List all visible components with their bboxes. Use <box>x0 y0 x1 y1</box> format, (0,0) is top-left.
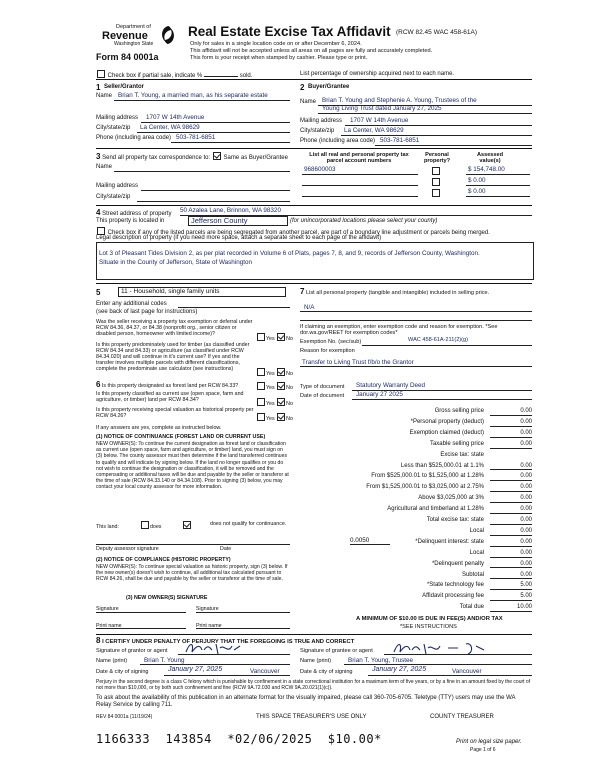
seller-phone-label: Phone (including area code) <box>96 135 172 141</box>
grantor-date-label: Date & city of signing <box>96 669 149 675</box>
tax-row-label: Above $3,025,000 at 3% <box>418 495 484 502</box>
deputy-signature-label: Deputy assessor signature <box>96 546 159 552</box>
notice1-title: (1) NOTICE OF CONTINUANCE (FOREST LAND OR CURRENT USE) <box>96 434 266 440</box>
tax-row-label: *Delinquent penalty <box>431 560 484 567</box>
tax-row-value[interactable]: 0.00 <box>490 517 532 525</box>
tax-row-value[interactable]: 0.00 <box>490 550 532 558</box>
tax-row <box>300 430 532 438</box>
exemption-no-label: Exemption No. (sec/sub) <box>300 339 362 345</box>
exemption-reason[interactable]: Transfer to Living Trust f/b/o the Grantor <box>302 359 414 366</box>
current-use-no[interactable] <box>277 398 285 406</box>
buyer-name-line1[interactable]: Brian T. Young and Stephenie A. Young, Trustees of the <box>322 97 477 104</box>
buyer-phone-label: Phone (including area code) <box>300 138 376 144</box>
doc-type[interactable]: Statutory Warranty Deed <box>356 382 426 389</box>
assessed-value-3[interactable]: $ 0.00 <box>468 188 486 195</box>
tax-row-label: Less than $525,000.01 at 1.1% <box>400 462 484 469</box>
personal-property-checkbox-3[interactable] <box>432 189 440 197</box>
this-land-row: This land: does <box>96 521 192 530</box>
seller-phone[interactable]: 503-781-6851 <box>176 134 216 141</box>
q-timber-no[interactable] <box>277 368 285 376</box>
tax-row <box>300 582 532 590</box>
owner-print-label-2: Print name <box>196 623 222 629</box>
tax-row-label: Taxable selling price <box>429 440 484 447</box>
assessed-value-2[interactable]: $ 0.00 <box>468 177 486 184</box>
does-not-qualify: does not qualify for continuance. <box>210 521 287 527</box>
buyer-mailing[interactable]: 1707 W 14th Avenue <box>350 117 409 124</box>
perjury-notice: Perjury in the second degree is a class C felony which is punishable by confinement in a state correctional institution for a maximum term of five years, or by a fine in an amount fixed by the court of not more than $10,000, or by both such confinement and fine (RCW 9A.72.030 and RCW 9A.20.021(1)(c)). <box>96 679 531 691</box>
doc-date[interactable]: January 27 2025 <box>356 391 403 398</box>
q-exemption-yes[interactable] <box>257 333 265 341</box>
buyer-city-label: City/state/zip <box>300 128 335 134</box>
land-does-checkbox[interactable] <box>141 521 149 529</box>
owner-signature-label-1: Signature <box>96 606 119 612</box>
personal-prop-row: 7 List all personal property (tangible and intangible) included in selling price. <box>300 287 490 296</box>
revenue-swirl-icon <box>158 24 178 46</box>
grantor-name[interactable]: Brian T. Young <box>144 657 185 664</box>
legal-label: Legal description of property (if you need more space, attach a separate sheet to each page of the affidavit) <box>96 235 382 241</box>
notice2-title: (2) NOTICE OF COMPLIANCE (HISTORIC PROPERTY) <box>96 557 231 563</box>
tax-row-label: Affidavit processing fee <box>422 593 484 600</box>
correspondence-label: Send all property tax correspondence to: <box>102 155 211 161</box>
header-note2: This affidavit will not be accepted unless all areas on all pages are fully and accurately completed. <box>190 48 433 54</box>
q-timber-yes[interactable] <box>257 368 265 376</box>
same-as-buyer-label: Same as Buyer/Grantee <box>223 155 288 161</box>
section5-number: 5 <box>96 288 101 297</box>
corr-city-label: City/state/zip <box>96 194 131 200</box>
county-note: (for unincorporated locations please select your county) <box>290 218 438 224</box>
tax-row-value[interactable]: 0.00 <box>490 484 532 492</box>
header-note3: This form is your receipt when stamped by cashier. Please type or print. <box>190 55 368 61</box>
tax-row-label: Local <box>469 527 484 534</box>
exemption-no[interactable]: WAC 458-61A-211(2)(g) <box>408 337 468 343</box>
tax-row <box>300 441 532 449</box>
form-statute: (RCW 82.45 WAC 458-61A) <box>396 29 478 36</box>
q-exemption-yesno: Yes No <box>256 333 293 342</box>
use-code-select[interactable]: 11 - Household, single family units <box>118 287 286 297</box>
tax-row-value[interactable]: 0.00 <box>490 430 532 438</box>
tax-row <box>300 419 532 427</box>
new-owner-signature-title: (3) NEW OWNER(S) SIGNATURE <box>126 595 208 601</box>
partial-sale-sold: sold. <box>239 73 253 79</box>
buyer-name-label: Name <box>300 99 317 105</box>
doc-type-label: Type of document <box>300 384 345 390</box>
form-number: Form 84 0001a <box>96 52 159 62</box>
notice1-body: NEW OWNER(S): To continue the current designation as forest land or classification as current use (open space, farm and agriculture, or timber) land, you must sign on (3) below. The county assessor must then determine if the land transferred continues to qualify and will indicate by signing below. If the land no longer qualifies or you do not wish to continue the designation or classification, it will be removed and the compensating or additional taxes will be due and payable by the seller or transferor at the time of sale (RCW 84.33.140 or 84.34.108). Prior to signing (3) below, you may contact your local county assessor for more information. <box>96 441 289 491</box>
legal-line1: Lot 3 of Pleasant Tides Division 2, as per plat recorded in Volume 6 of Plats, pages 7, 8, and 9, records of Jefferson County, Washington. <box>99 250 480 257</box>
tax-row-label: Gross selling price <box>434 408 484 414</box>
deputy-date-label: Date <box>220 546 232 552</box>
buyer-heading: Buyer/Grantee <box>308 84 350 90</box>
historic-no[interactable] <box>277 413 285 421</box>
forest-q-row: 6 Is this property designated as forest land per RCW 84.33? <box>96 380 239 389</box>
seller-name[interactable]: Brian T. Young, a married man, as his separate estate <box>118 92 268 99</box>
grantee-city[interactable]: Vancouver <box>452 668 482 675</box>
buyer-city[interactable]: La Center, WA 98629 <box>344 127 404 134</box>
exemption-text: If claiming an exemption, enter exemption code and reason for exemption. *See dor.wa.gov/REET for exemption codes* <box>300 324 498 337</box>
seller-name-label: Name <box>96 93 113 99</box>
parcels-heading: List all real and personal property tax parcel account numbers <box>309 152 409 165</box>
divider <box>96 148 532 149</box>
legal-paper-note: Print on legal size paper. <box>456 739 522 745</box>
tax-row-label: From $1,525,000.01 to $3,025,000 at 2.75% <box>366 484 484 491</box>
tax-row-value[interactable]: 0.00 <box>490 473 532 481</box>
if-any-yes: If any answers are yes, complete as instructed below. <box>96 425 222 431</box>
ownership-pct-label: List percentage of ownership acquired next to each name. <box>300 71 455 77</box>
dept-line2: Revenue <box>102 30 148 42</box>
historic-yes[interactable] <box>257 413 265 421</box>
tax-row-value[interactable]: 0.00 <box>490 495 532 503</box>
tax-row <box>300 572 532 580</box>
legal-line2: Situate in the County of Jefferson, State of Washington <box>99 259 252 266</box>
tax-row-label: Total excise tax: state <box>426 517 484 523</box>
tax-row-value[interactable]: 0.00 <box>490 463 532 471</box>
tax-row-value[interactable]: 5.00 <box>490 593 532 601</box>
segregated-label: Check box if any of the listed parcels are being segregated from another parcel, are part of a boundary line adjustment or parcels being merged. <box>107 230 490 236</box>
grantee-date[interactable]: January 27, 2025 <box>372 666 427 673</box>
grantee-name[interactable]: Brian T. Young, Trustee <box>348 657 413 664</box>
buyer-name-line2[interactable]: Young Living Trust dated January 27, 2025 <box>322 105 442 112</box>
street-label: Street address of property <box>102 211 172 217</box>
tax-row-label: Exemption claimed (deduct) <box>409 429 484 436</box>
forest-yes[interactable] <box>257 382 265 390</box>
tax-row-value[interactable]: 0.00 <box>490 419 532 427</box>
tax-row <box>300 539 532 547</box>
additional-codes-label: Enter any additional codes <box>96 301 167 307</box>
form-title: Real Estate Excise Tax Affidavit <box>188 24 391 39</box>
seller-heading: Seller/Grantor <box>104 84 145 90</box>
corr-name-label: Name <box>96 164 113 170</box>
personal-prop-value[interactable]: N/A <box>304 304 315 311</box>
assessed-heading: Assessed value(s) <box>476 152 504 165</box>
tax-row <box>300 473 532 481</box>
assessed-value-1[interactable]: $ 154,748.00 <box>468 166 505 173</box>
divider <box>96 205 532 206</box>
minimum-notice: A MINIMUM OF $10.00 IS DUE IN FEE(S) AND/OR TAX <box>356 616 503 622</box>
divider <box>96 79 532 80</box>
rev-number: REV 84 0001a (11/19/24) <box>96 714 153 720</box>
personal-property-heading: Personal property? <box>423 152 451 165</box>
historic-q: Is this property receiving special valuation as historical property per RCW 84.26? <box>96 407 254 420</box>
segregated-checkbox[interactable] <box>97 227 105 235</box>
forest-no[interactable] <box>277 382 285 390</box>
tax-row <box>300 408 532 416</box>
grantor-signature-label: Signature of grantor or agent <box>96 648 168 654</box>
corr-mailing-label: Mailing address <box>96 183 139 189</box>
tax-row <box>300 604 532 612</box>
accessibility-notice: To ask about the availability of this publication in an alternate format for the visually impaired, please call 360-705-6705. Teletype (TTY) users may use the WA Relay Service by calling 711. <box>96 695 516 709</box>
grantor-name-label: Name (print) <box>96 658 128 664</box>
tax-row-value[interactable]: 0.00 <box>490 506 532 514</box>
seller-mailing[interactable]: 1707 W 14th Avenue <box>146 114 205 121</box>
q-exemption: Was the seller receiving a property tax exemption or deferral under RCW 84.36, 84.37, or 84.38 (nonprofit org., senior citizen or disabled person, homeowner with limited income)? <box>96 319 253 338</box>
treasurer-use: THIS SPACE TREASURER'S USE ONLY <box>256 714 367 720</box>
page-number: Page 1 of 6 <box>470 747 496 753</box>
owner-print-label-1: Print name <box>96 623 122 629</box>
buyer-phone[interactable]: 503-781-6851 <box>380 137 420 144</box>
doc-date-label: Date of document <box>300 393 345 399</box>
grantor-signature[interactable] <box>184 640 244 656</box>
county-select[interactable]: Jefferson County <box>188 216 288 226</box>
tax-row-value[interactable]: 0.00 <box>490 539 532 547</box>
land-does-not-checkbox[interactable] <box>183 521 191 529</box>
legal-description-box[interactable] <box>96 242 534 280</box>
parcel-number[interactable]: 968600003 <box>304 166 336 173</box>
tax-row-label: *Personal property (deduct) <box>410 418 484 425</box>
tax-row-value[interactable]: 0.00 <box>490 528 532 536</box>
tax-row-label: Subtotal <box>461 571 484 578</box>
grantee-name-label: Name (print) <box>300 658 332 664</box>
divider <box>96 634 532 635</box>
dor-logo <box>96 24 186 66</box>
tax-row-label: From $525,000.01 to $1,525,000 at 1.28% <box>371 473 484 480</box>
reason-label: Reason for exemption <box>300 348 355 354</box>
section1-number: 1 <box>96 83 101 92</box>
current-use-yes[interactable] <box>257 398 265 406</box>
tax-row-label: Excise tax: state <box>440 451 484 458</box>
q-exemption-no[interactable] <box>277 333 285 341</box>
tax-row-value[interactable]: 5.00 <box>490 582 532 590</box>
owner-signature-label-2: Signature <box>196 606 219 612</box>
tax-row-label: Total due <box>459 604 484 611</box>
buyer-mailing-label: Mailing address <box>300 118 343 124</box>
tax-row-label: Agricultural and timberland at 1.28% <box>387 506 484 513</box>
partial-sale-checkbox[interactable] <box>97 70 105 78</box>
personal-property-checkbox-1[interactable] <box>432 167 440 175</box>
seller-mailing-label: Mailing address <box>96 115 139 121</box>
tax-row <box>300 561 532 569</box>
tax-row-value[interactable]: 10.00 <box>490 604 532 612</box>
dept-line3: Washington State <box>114 41 154 47</box>
grantee-signature-label: Signature of grantee or agent <box>300 648 373 654</box>
county-label: This property is located in <box>96 218 165 224</box>
same-as-buyer-checkbox[interactable] <box>213 152 221 160</box>
see-back-label: (see back of last page for instructions) <box>96 309 198 315</box>
tax-row-label: *Delinquent interest: state <box>415 538 484 545</box>
tax-row-value[interactable]: 0.00 <box>490 561 532 569</box>
dept-line1: Department of <box>116 24 151 30</box>
county-treasurer: COUNTY TREASURER <box>430 714 494 720</box>
grantee-date-label: Date & city of signing <box>300 669 353 675</box>
tax-row <box>300 593 532 601</box>
notice2-body: NEW OWNER(S): To continue special valuation as historic property, sign (3) below. If the new owner(s) doesn't wish to continue, all additional tax calculated pursuant to RCW 84.26, shall be due and payable by the seller or transferor at the time of sale. <box>96 564 288 583</box>
grantee-signature[interactable] <box>392 640 492 656</box>
street-row: 4 Street address of property <box>96 208 172 217</box>
section2-number: 2 <box>300 83 305 92</box>
certify-row: 8 I CERTIFY UNDER PENALTY OF PERJURY THAT THE FOREGOING IS TRUE AND CORRECT <box>96 636 355 645</box>
tax-row <box>300 495 532 503</box>
correspondence-row: 3 Send all property tax correspondence to: Same as Buyer/Grantee <box>96 152 288 161</box>
tax-row-value[interactable]: 0.00 <box>490 408 532 416</box>
street-address[interactable]: 50 Azalea Lane, Brinnon, WA 98320 <box>180 207 281 214</box>
seller-city-label: City/state/zip <box>96 125 131 131</box>
local-rate[interactable]: 0.0050 <box>350 537 390 545</box>
header-note1: Only for sales in a single location code on or after December 6, 2024. <box>190 41 362 47</box>
see-instructions: *SEE INSTRUCTIONS <box>400 624 457 630</box>
current-use-q: Is this property classified as current use (open space, farm and agriculture, or timber) land per RCW 84.34? <box>96 391 244 404</box>
tax-row <box>300 506 532 514</box>
tax-row-value[interactable]: 0.00 <box>490 441 532 449</box>
grantor-date[interactable]: January 27, 2025 <box>168 666 223 673</box>
grantor-city[interactable]: Vancouver <box>250 668 280 675</box>
recording-stamp: 1166333 143854 *02/06/2025 $10.00* <box>96 732 382 746</box>
tax-row <box>300 517 532 525</box>
tax-row <box>300 463 532 471</box>
personal-property-checkbox-2[interactable] <box>432 178 440 186</box>
q-timber-yesno: Yes No <box>256 368 293 377</box>
tax-row-label: *State technology fee <box>426 582 484 589</box>
q-timber: Is this property predominately used for timber (as classified under RCW 84.34 and 84.33) or agriculture (as classified under RCW 84.34.020) and will continue in it's current use? If yes and the transfer involves multiple parcels with different classifications, complete the predominate use calculator (see instructions) <box>96 342 250 373</box>
tax-row <box>300 484 532 492</box>
partial-sale-label: Check box if partial sale, indicate % <box>107 73 203 79</box>
tax-row <box>300 452 532 460</box>
tax-row-value[interactable]: 0.00 <box>490 572 532 580</box>
divider <box>96 283 532 284</box>
tax-row <box>300 550 532 558</box>
tax-row <box>300 528 532 536</box>
seller-city[interactable]: La Center, WA 98629 <box>140 124 200 131</box>
tax-row-label: Local <box>469 549 484 556</box>
